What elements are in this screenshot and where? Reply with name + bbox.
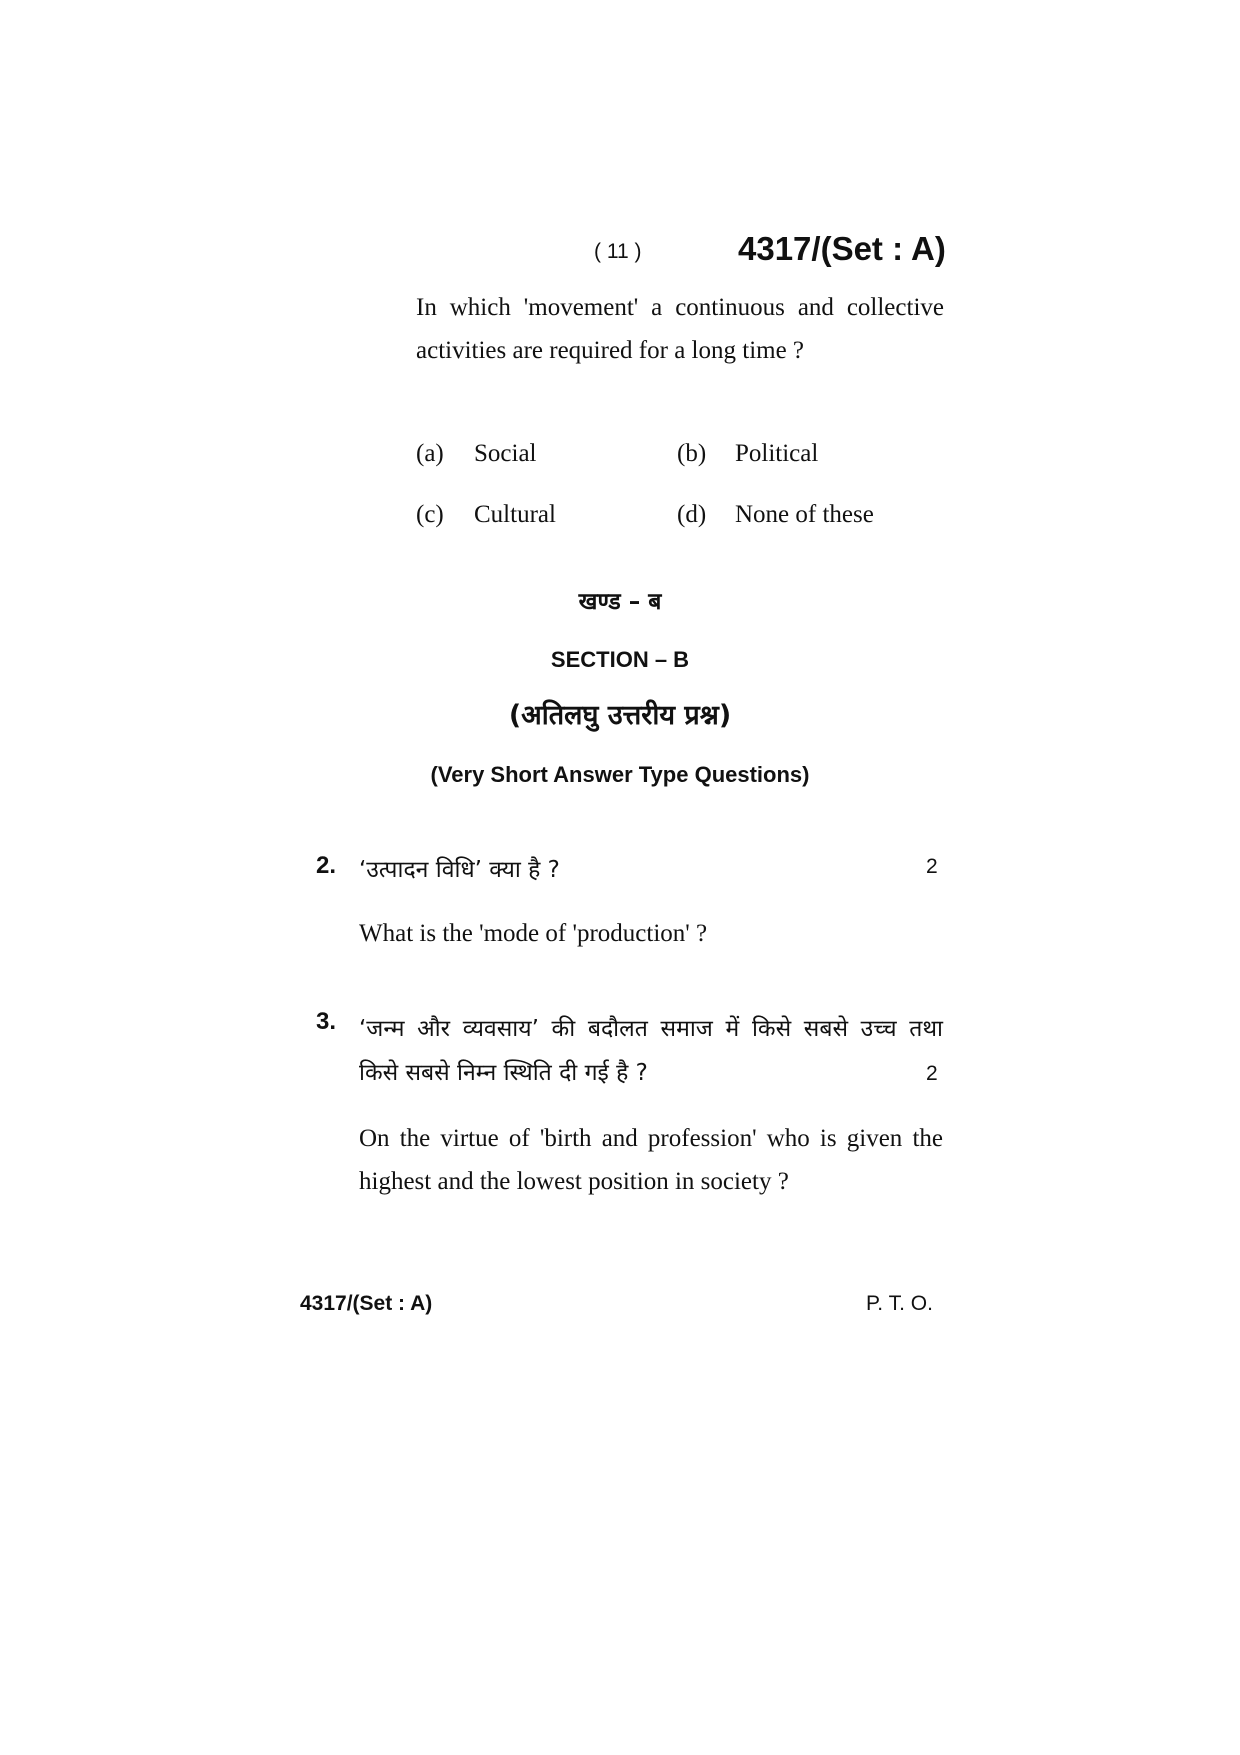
option-d	[677, 501, 874, 529]
footer-pto: P. T. O.	[866, 1292, 933, 1315]
section-heading-hindi: खण्ड – ब	[578, 589, 662, 615]
option-b-label: (b)	[677, 440, 707, 467]
question-2-english: What is the 'mode of 'production' ?	[359, 920, 708, 947]
question-3-marks: 2	[926, 1062, 938, 1085]
question-3-english: On the virtue of 'birth and profession' who is given the highest and the lowest position in society ?	[359, 1125, 943, 1195]
option-c	[416, 501, 556, 529]
option-d-label: (d)	[677, 501, 707, 528]
option-b	[677, 440, 818, 468]
footer-set-code: 4317/(Set : A)	[300, 1292, 433, 1315]
section-subtitle-english: (Very Short Answer Type Questions)	[430, 762, 810, 787]
page-number: ( 11 )	[594, 240, 642, 263]
option-b-text: Political	[735, 440, 819, 467]
set-code-header: 4317/(Set : A)	[738, 230, 946, 267]
option-c-label: (c)	[416, 501, 444, 528]
question-3-hindi-line-2: किसे सबसे निम्न स्थिति दी गई है ?	[359, 1060, 648, 1086]
question-2-number: 2.	[316, 852, 337, 879]
option-a	[416, 440, 537, 468]
question-2-marks: 2	[926, 855, 938, 878]
option-a-text: Social	[474, 440, 537, 467]
question-3-hindi-line-1: ‘जन्म और व्यवसाय’ की बदौलत समाज में किसे सबसे उच्च तथा	[359, 1016, 943, 1042]
question-3-number: 3.	[316, 1008, 337, 1035]
option-c-text: Cultural	[474, 501, 556, 528]
option-a-label: (a)	[416, 440, 444, 467]
question-1-text: In which 'movement' a continuous and collective activities are required for a long time ?	[416, 294, 944, 364]
section-subtitle-hindi: (अतिलघु उत्तरीय प्रश्न)	[508, 700, 732, 731]
option-d-text: None of these	[735, 501, 874, 528]
section-heading-english: SECTION – B	[550, 647, 690, 672]
question-2-hindi: ‘उत्पादन विधि’ क्या है ?	[359, 857, 560, 883]
